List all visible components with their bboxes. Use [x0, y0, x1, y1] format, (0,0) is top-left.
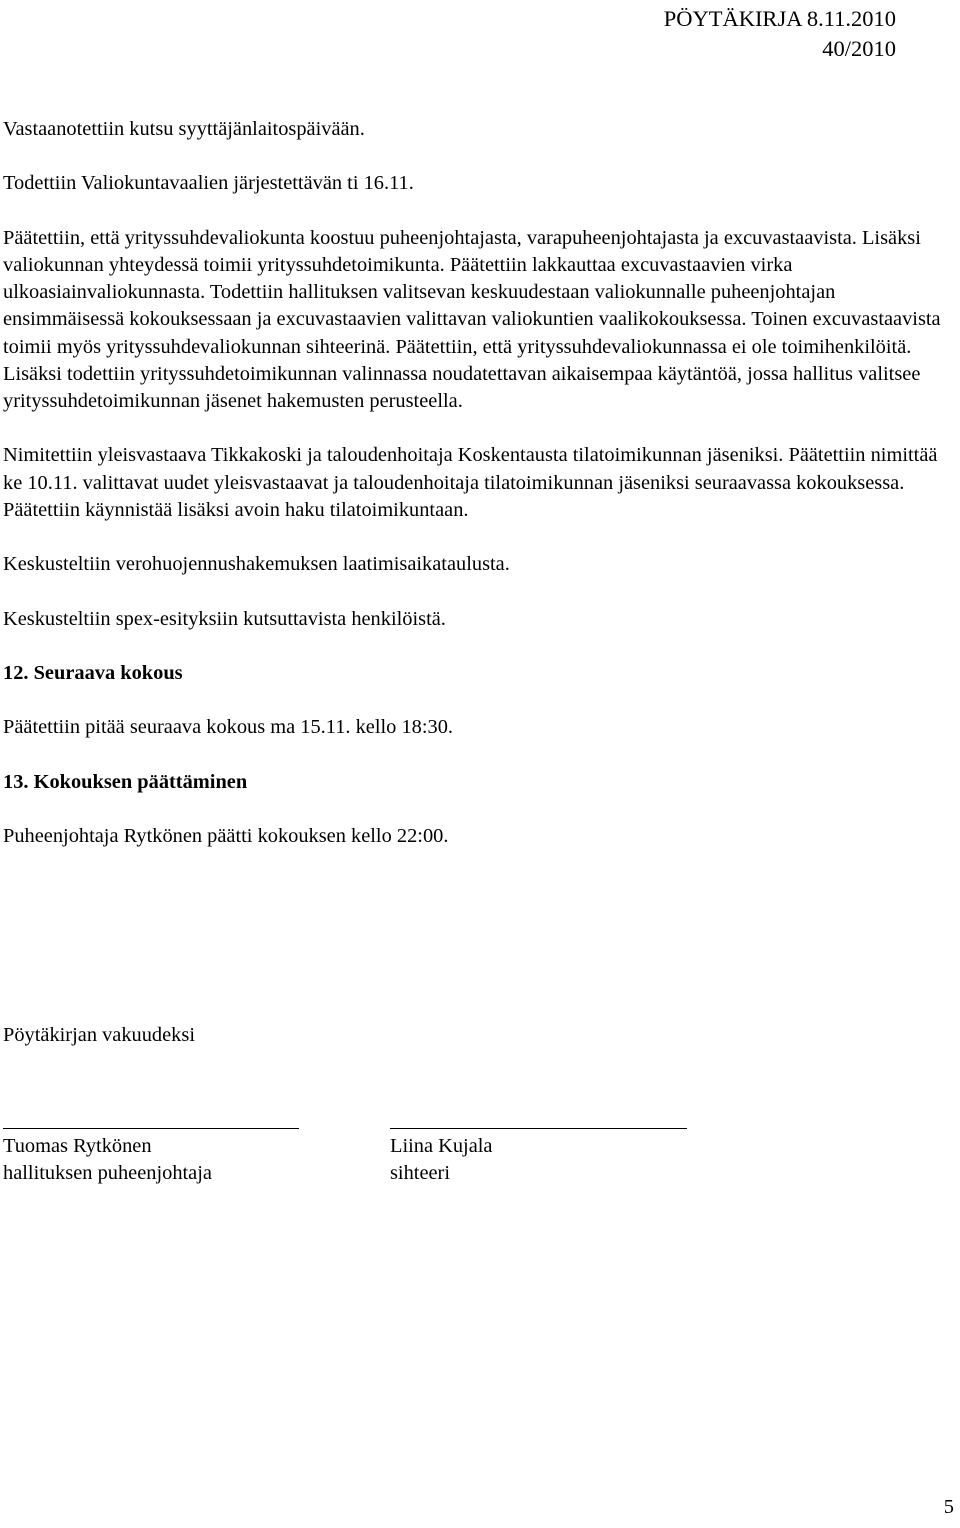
- signature-block-chair: [3, 1128, 299, 1187]
- signature-line: [390, 1128, 687, 1129]
- signature-intro: Pöytäkirjan vakuudeksi: [3, 1024, 195, 1046]
- signature-block-secretary: [390, 1128, 687, 1187]
- section-heading-next-meeting: 12. Seuraava kokous: [3, 661, 183, 684]
- paragraph-spex: Keskusteltiin spex-esityksiin kutsuttavista henkilöistä.: [3, 607, 446, 630]
- paragraph-elections: Todettiin Valiokuntavaalien järjestettävän ti 16.11.: [3, 172, 414, 195]
- section-text-closing: Puheenjohtaja Rytkönen päätti kokouksen kello 22:00.: [3, 825, 449, 848]
- section-text-next-meeting: Päätettiin pitää seuraava kokous ma 15.11. kello 18:30.: [3, 716, 453, 739]
- paragraph-invitation: Vastaanotettiin kutsu syyttäjänlaitospäivään.: [3, 118, 365, 140]
- signature-line: [3, 1128, 299, 1129]
- paragraph-committee: Päätettiin, että yrityssuhdevaliokunta koostuu puheenjohtajasta, varapuheenjohtajasta ja excuvastaavista. Lisäksi valiokunnan yhteydessä toimii yrityssuhdetoimikunta. Päätettiin lakkauttaa excuvastaavien virka ulkoasiainvaliokunnasta. Todettiin hallituksen valitsevan keskuudestaan valiokunnalle puheenjohtajan ensimmäisessä kokouksessaan ja excuvastaavien valittavan valiokuntien vaalikokouksessa. Toinen excuvastaavista toimii myös yrityssuhdevaliokunnan sihteerinä. Päätettiin, että yrityssuhdevaliokunnassa ei ole toimihenkilöitä. Lisäksi todettiin yrityssuhdetoimikunnan valinnassa noudatettavan aikaisempaa käytäntöä, jossa hallitus valitsee yrityssuhdetoimikunnan jäsenet hakemusten perusteella.: [3, 226, 941, 412]
- header-number: 40/2010: [822, 36, 896, 61]
- signer-name: Tuomas Rytkönen: [3, 1135, 152, 1157]
- page-number: 5: [943, 1496, 954, 1518]
- signer-role: sihteeri: [390, 1162, 451, 1185]
- paragraph-tax: Keskusteltiin verohuojennushakemuksen laatimisaikataulusta.: [3, 553, 510, 576]
- paragraph-appointments: Nimitettiin yleisvastaava Tikkakoski ja taloudenhoitaja Koskentausta tilatoimikunnan jäseniksi. Päätettiin nimittää ke 10.11. valittavat uudet yleisvastaavat ja taloudenhoitaja tilatoimikunnan jäseniksi seuraavassa kokouksessa. Päätettiin käynnistää lisäksi avoin haku tilatoimikuntaan.: [3, 444, 938, 521]
- header-title: PÖYTÄKIRJA 8.11.2010: [663, 6, 896, 31]
- signer-name: Liina Kujala: [390, 1135, 493, 1157]
- document-header: [664, 4, 896, 64]
- section-heading-closing: 13. Kokouksen päättäminen: [3, 770, 248, 793]
- document-body: [3, 116, 948, 878]
- signer-role: hallituksen puheenjohtaja: [3, 1162, 212, 1185]
